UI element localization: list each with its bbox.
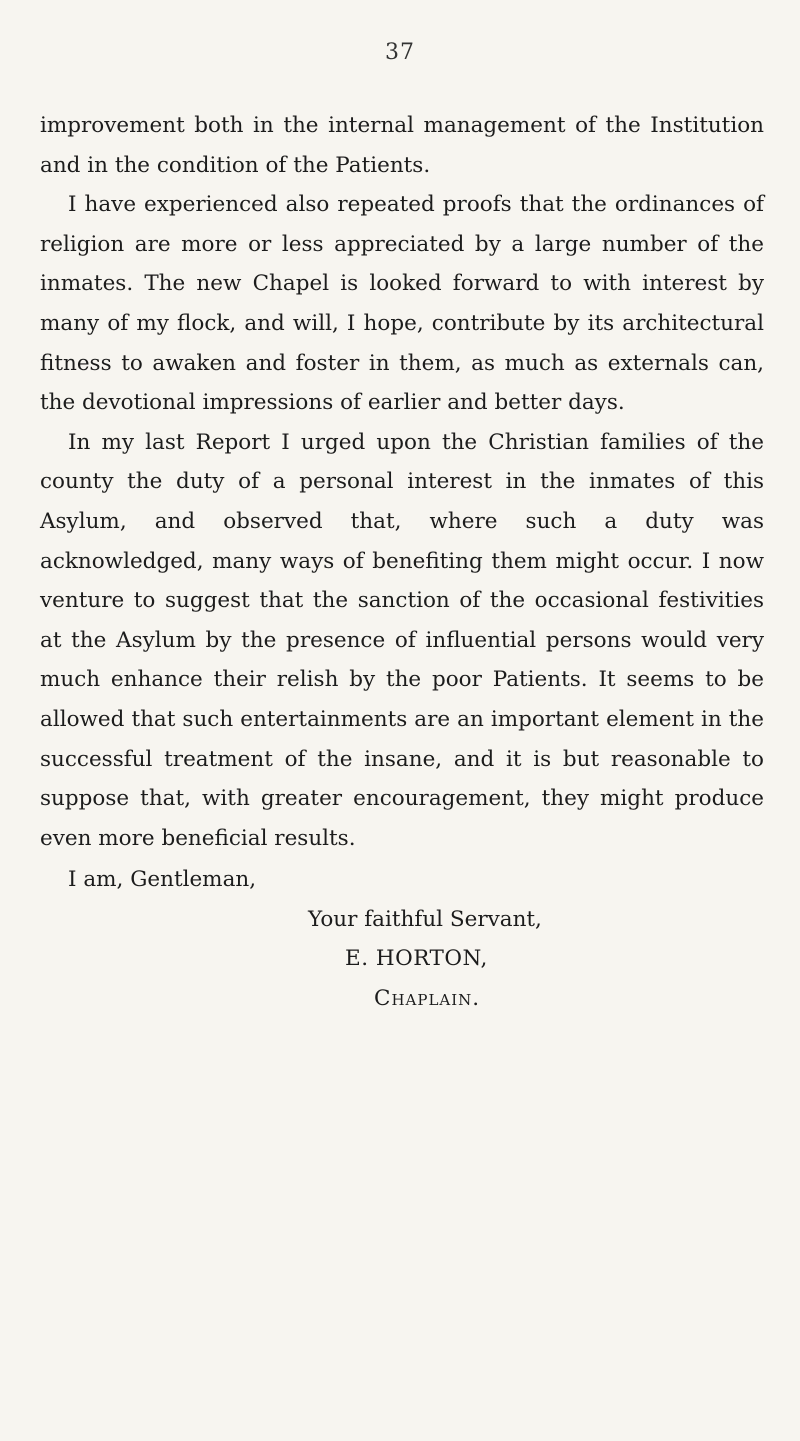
page-number: 37	[385, 40, 415, 65]
signatory-name: E. HORTON,	[345, 946, 488, 972]
signatory-title: Chaplain.	[374, 985, 481, 1011]
closing-line: I am, Gentleman,	[68, 867, 257, 892]
body-text	[40, 106, 764, 858]
paragraph-3: In my last Report I urged upon the Christian families of the county the duty of a personal interest in the inmates of this Asylum, and observed that, where such a duty was acknowledged, many ways of benefiting them might occur. I now venture to suggest that the sanction of the occasional festivities at the Asylum by the presence of influential persons would very much enhance their relish by the poor Patients. It seems to be allowed that such entertainments are an important element in the successful treatment of the insane, and it is but reasonable to suppose that, with greater encouragement, they might produce even more beneficial results.	[40, 429, 764, 851]
servant-line: Your faithful Servant,	[308, 906, 542, 932]
signoff-block	[40, 860, 764, 1018]
paragraph-2: I have experienced also repeated proofs that the ordinances of religion are more or less appreciated by a large number of the inmates. The new Chapel is looked forward to with interest by many of my flock, and will, I hope, contribute by its architectural fitness to awaken and foster in them, as much as externals can, the devotional impressions of earlier and better days.	[40, 192, 764, 416]
paragraph-1: improvement both in the internal management of the Institution and in the condition of the Patients.	[40, 113, 764, 178]
